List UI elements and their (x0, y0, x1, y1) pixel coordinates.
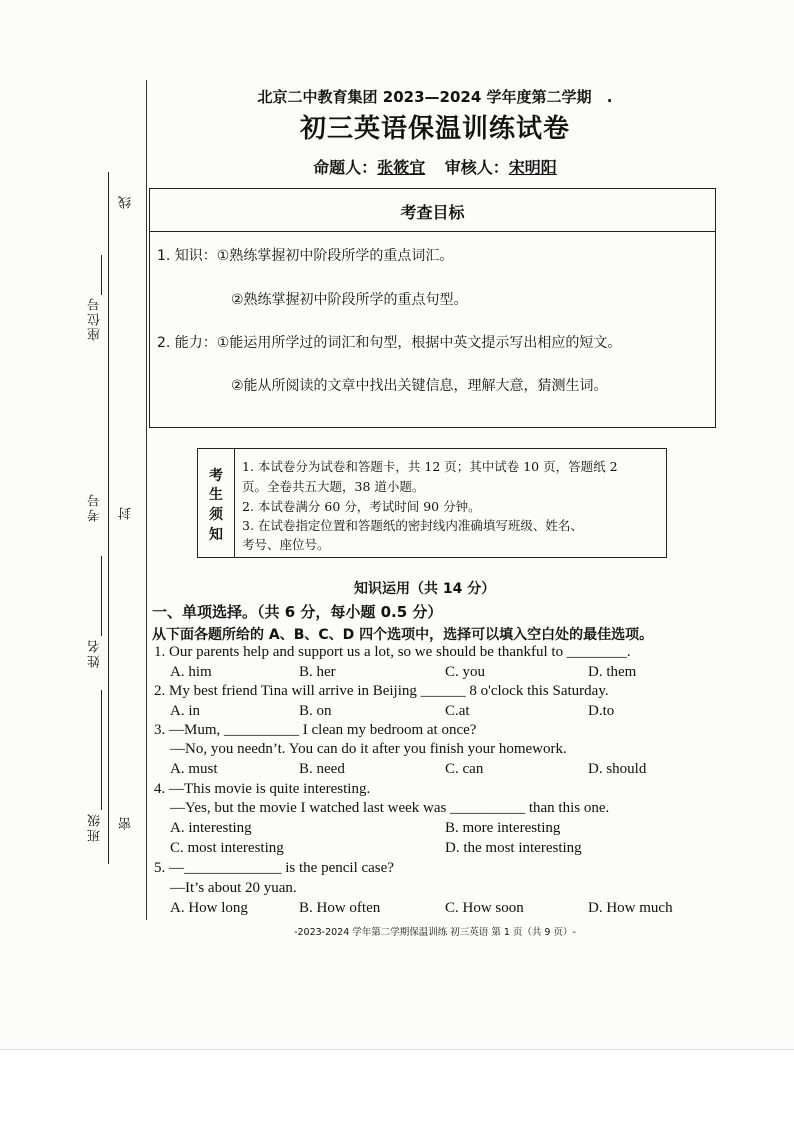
question-stem-line: —It’s about 20 yuan. (170, 880, 297, 896)
page-footer: -2023-2024 学年第二学期保温训练 初三英语 第 1 页（共 9 页）- (294, 927, 576, 938)
school-term-line (150, 86, 720, 107)
question-stem: 5. —_____________ is the pencil case? (154, 860, 394, 876)
margin-seal-char: 封 (119, 507, 134, 520)
option-c: C.at (445, 703, 470, 719)
seat-blank (101, 255, 102, 295)
option-d: D.to (588, 703, 615, 719)
option-c: C. can (445, 761, 484, 777)
objective-line: ②能从所阅读的文章中找出关键信息，理解大意，猜测生词。 (231, 378, 608, 394)
notice-label-char: 须 (209, 507, 223, 523)
question-stem: 3. —Mum, __________ I clean my bedroom at once? (154, 722, 477, 738)
option-d: D. should (588, 761, 647, 777)
option-b: B. more interesting (445, 820, 561, 836)
option-b: B. need (299, 761, 345, 777)
objectives-box (149, 188, 716, 428)
option-d: D. them (588, 664, 637, 680)
page-frame-line (146, 80, 147, 920)
exam-title: 初三英语保温训练试卷 (299, 114, 570, 144)
option-b: B. her (299, 664, 336, 680)
option-a: A. interesting (170, 820, 252, 836)
question-stem-line: —Yes, but the movie I watched last week was __________ than this one. (170, 800, 610, 816)
option-a: A. How long (170, 900, 248, 916)
section-heading: 一、单项选择。（共 6 分，每小题 0.5 分） (152, 603, 443, 621)
page-bottom-edge (0, 1049, 794, 1050)
option-c: C. How soon (445, 900, 524, 916)
author-name: 张筱宜 (377, 158, 426, 177)
objectives-title: 考查目标 (400, 203, 465, 222)
notice-item: 3. 在试卷指定位置和答题纸的密封线内准确填写班级、姓名、 (242, 518, 583, 533)
question-stem-line: —No, you needn’t. You can do it after you finish your homework. (170, 741, 567, 757)
margin-seat-label: 座位号 (88, 296, 103, 341)
reviewer-label: 审核人： (444, 158, 509, 177)
notice-label-char: 知 (209, 527, 223, 543)
question-stem: 2. My best friend Tina will arrive in Beijing ______ 8 o'clock this Saturday. (154, 683, 609, 699)
option-c: C. most interesting (170, 840, 284, 856)
stray-dot: . (606, 88, 613, 106)
notice-item: 考号、座位号。 (242, 537, 330, 552)
objective-line: 1. 知识：①熟练掌握初中阶段所学的重点词汇。 (157, 248, 454, 264)
option-a: A. in (170, 703, 200, 719)
notice-label-char: 生 (209, 487, 223, 503)
notice-label-char: 考 (209, 468, 223, 484)
objective-line: ②熟练掌握初中阶段所学的重点句型。 (231, 292, 468, 308)
objective-line: 2. 能力：①能运用所学过的词汇和句型，根据中英文提示写出相应的短文。 (157, 335, 622, 351)
option-b: B. on (299, 703, 332, 719)
objectives-header (150, 189, 715, 232)
option-a: A. must (170, 761, 218, 777)
option-b: B. How often (299, 900, 381, 916)
authors-line (150, 155, 720, 178)
candidate-notice-box (197, 448, 667, 558)
margin-name-label: 姓名 (88, 638, 103, 668)
option-a: A. him (170, 664, 212, 680)
question-stem: 1. Our parents help and support us a lot, so we should be thankful to ________. (154, 644, 631, 660)
margin-secret-char: 密 (119, 817, 134, 830)
notice-label (198, 449, 235, 557)
binding-line (108, 172, 109, 864)
option-d: D. the most interesting (445, 840, 582, 856)
name-blank (101, 556, 102, 636)
margin-exam-no-label: 考号 (88, 492, 103, 522)
option-c: C. you (445, 664, 486, 680)
author-label: 命题人： (313, 158, 378, 177)
class-blank (101, 690, 102, 810)
notice-item: 1. 本试卷分为试卷和答题卡，共 12 页；其中试卷 10 页，答题纸 2 (242, 459, 618, 474)
margin-line-char: 线 (119, 196, 134, 209)
section-instruction: 从下面各题所给的 A、B、C、D 四个选项中，选择可以填入空白处的最佳选项。 (152, 627, 654, 643)
school-term: 北京二中教育集团 2023—2024 学年度第二学期 (257, 88, 592, 106)
question-stem: 4. —This movie is quite interesting. (154, 781, 371, 797)
notice-item: 页。全卷共五大题，38 道小题。 (242, 479, 425, 494)
part-title: 知识运用（共 14 分） (354, 581, 496, 597)
notice-item: 2. 本试卷满分 60 分，考试时间 90 分钟。 (242, 499, 481, 514)
option-d: D. How much (588, 900, 673, 916)
margin-class-label: 班级 (88, 812, 103, 842)
reviewer-name: 宋明阳 (508, 158, 557, 177)
